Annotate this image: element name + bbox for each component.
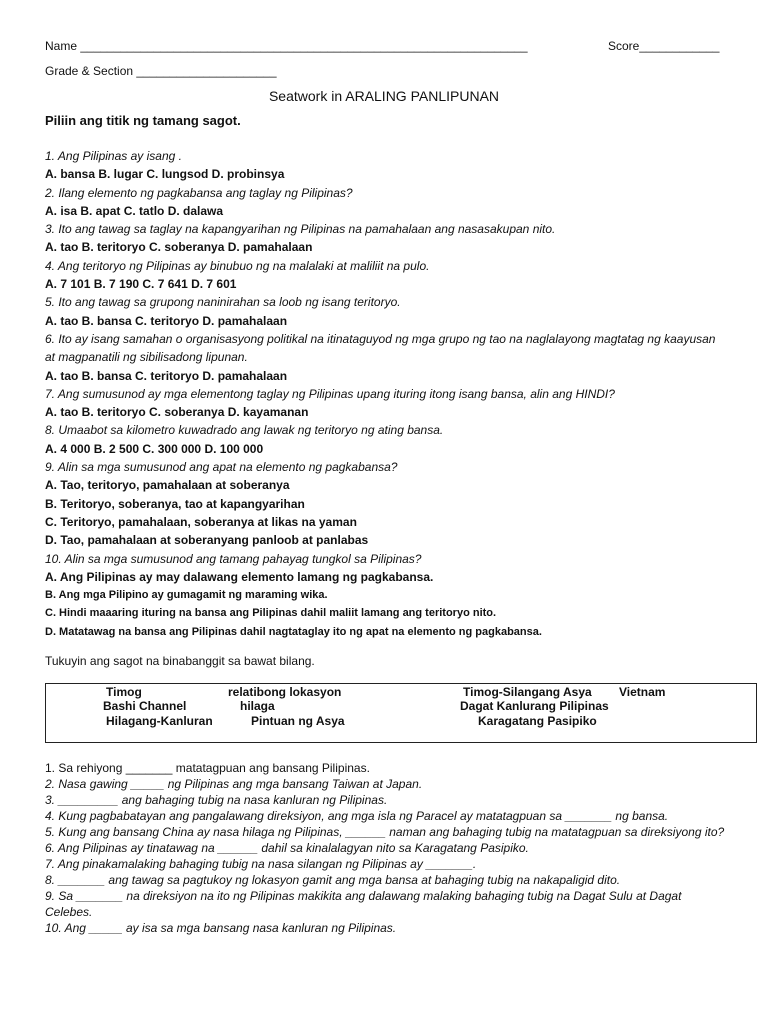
choices-7: A. tao B. teritoryo C. soberanya D. kayamanan [45, 405, 309, 420]
word-bank-item: Vietnam [619, 685, 666, 699]
fill-blank-list [45, 760, 725, 936]
choice-10c: C. Hindi maaaring ituring na bansa ang Pilipinas dahil maliit lamang ang teritoryo nito. [45, 607, 497, 620]
grade-section-line: Grade & Section _____________________ [45, 64, 277, 78]
word-bank-item: hilaga [240, 699, 275, 713]
question-6: 6. Ito ay isang samahan o organisasyong politikal na itinataguyod ng mga grupo ng tao na naglalayong magtatag ng kaayusan at magpanatili ng sibilisadong lipunan. [45, 331, 716, 365]
question-2: 2. Ilang elemento ng pagkabansa ang taglay ng Pilipinas? [45, 185, 353, 200]
fill-item-9: 9. Sa _______ na direksiyon na ito ng Pilipinas makikita ang dalawang malaking bahaging tubig na Dagat Sulu at Dagat Celebes. [45, 889, 682, 919]
choices-1: A. bansa B. lugar C. lungsod D. probinsya [45, 167, 285, 182]
question-9: 9. Alin sa mga sumusunod ang apat na elemento ng pagkabansa? [45, 460, 398, 475]
choice-10a: A. Ang Pilipinas ay may dalawang elemento lamang ng pagkabansa. [45, 569, 434, 584]
question-3: 3. Ito ang tawag sa taglay na kapangyarihan ng Pilipinas na pamahalaan ang nasasakupan nito. [45, 222, 556, 237]
word-bank-item: Bashi Channel [103, 699, 187, 713]
fill-item-5: 5. Kung ang bansang China ay nasa hilaga ng Pilipinas, ______ naman ang bahaging tubig na matatagpuan sa direksiyong ito? [45, 825, 725, 839]
fill-item-10: 10. Ang _____ ay isa sa mga bansang nasa kanluran ng Pilipinas. [45, 921, 397, 935]
word-bank-box [45, 683, 757, 743]
fill-item-7: 7. Ang pinakamalaking bahaging tubig na nasa silangan ng Pilipinas ay _______. [45, 857, 477, 871]
question-10: 10. Alin sa mga sumusunod ang tamang pahayag tungkol sa Pilipinas? [45, 551, 422, 566]
question-1: 1. Ang Pilipinas ay isang . [45, 149, 182, 163]
question-8: 8. Umaabot sa kilometro kuwadrado ang lawak ng teritoryo ng ating bansa. [45, 423, 444, 438]
fill-item-1: 1. Sa rehiyong _______ matatagpuan ang bansang Pilipinas. [45, 761, 370, 775]
choices-8: A. 4 000 B. 2 500 C. 300 000 D. 100 000 [45, 441, 264, 456]
fill-item-8: 8. _______ ang tawag sa pagtukoy ng lokasyon gamit ang mga bansa at bahaging tubig na nakapaligid dito. [45, 873, 621, 887]
word-bank-item: Timog-Silangang Asya [463, 685, 592, 699]
choices-6: A. tao B. bansa C. teritoryo D. pamahalaan [45, 368, 288, 383]
instruction-text: Piliin ang titik ng tamang sagot. [45, 113, 241, 128]
choice-9d: D. Tao, pamahalaan at soberanyang panloob at panlabas [45, 533, 369, 548]
question-4: 4. Ang teritoryo ng Pilipinas ay binubuo ng na malalaki at maliliit na pulo. [45, 258, 430, 273]
name-line: Name ___________________________________________________________________ [45, 39, 528, 53]
fill-item-3: 3. _________ ang bahaging tubig na nasa kanluran ng Pilipinas. [45, 793, 388, 807]
word-bank-item: Hilagang-Kanluran [106, 714, 213, 728]
word-bank-item: relatibong lokasyon [228, 685, 342, 699]
word-bank-item: Karagatang Pasipiko [478, 714, 597, 728]
choice-10d: D. Matatawag na bansa ang Pilipinas dahil nagtataglay ito ng apat na elemento ng pagkabansa. [45, 625, 542, 638]
choice-9c: C. Teritoryo, pamahalaan, soberanya at likas na yaman [45, 514, 357, 529]
instruction-2: Tukuyin ang sagot na binabanggit sa bawat bilang. [45, 654, 315, 668]
question-list [45, 147, 725, 641]
choices-2: A. isa B. apat C. tatlo D. dalawa [45, 203, 224, 218]
choices-3: A. tao B. teritoryo C. soberanya D. pamahalaan [45, 240, 313, 255]
page-title: Seatwork in ARALING PANLIPUNAN [268, 88, 500, 104]
word-bank-item: Dagat Kanlurang Pilipinas [460, 699, 609, 713]
score-line: Score____________ [608, 39, 720, 53]
question-7: 7. Ang sumusunod ay mga elementong taglay ng Pilipinas upang ituring itong isang bansa, alin ang HINDI? [45, 386, 615, 401]
choice-9a: A. Tao, teritoryo, pamahalaan at soberanya [45, 478, 290, 493]
fill-item-2: 2. Nasa gawing _____ ng Pilipinas ang mga bansang Taiwan at Japan. [45, 777, 423, 791]
choices-4: A. 7 101 B. 7 190 C. 7 641 D. 7 601 [45, 277, 237, 292]
word-bank-item: Pintuan ng Asya [251, 714, 345, 728]
fill-item-4: 4. Kung pagbabatayan ang pangalawang direksiyon, ang mga isla ng Paracel ay matatagpuan sa _______ ng bansa. [45, 809, 669, 823]
fill-item-6: 6. Ang Pilipinas ay tinatawag na ______ dahil sa kinalalagyan nito sa Karagatang Pasipiko. [45, 841, 529, 855]
word-bank-item: Timog [106, 685, 142, 699]
choice-10b: B. Ang mga Pilipino ay gumagamit ng maraming wika. [45, 589, 328, 602]
question-5: 5. Ito ang tawag sa grupong naninirahan sa loob ng isang teritoryo. [45, 295, 401, 310]
choices-5: A. tao B. bansa C. teritoryo D. pamahalaan [45, 313, 288, 328]
choice-9b: B. Teritoryo, soberanya, tao at kapangyarihan [45, 496, 305, 511]
